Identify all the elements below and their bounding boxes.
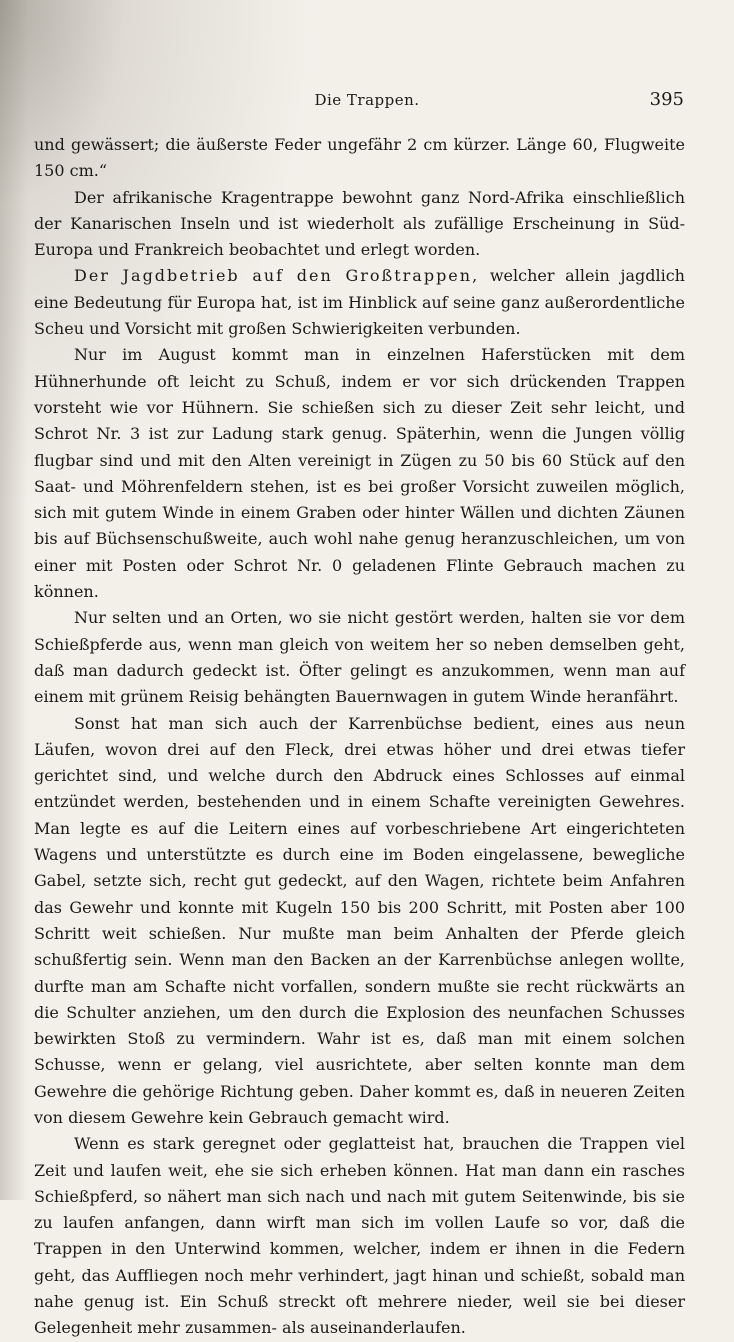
paragraph-august xyxy=(34,342,685,605)
paragraph-regen xyxy=(34,1131,685,1341)
running-header xyxy=(0,91,734,115)
paragraph-jagdbetrieb xyxy=(34,263,685,342)
running-title: Die Trappen. xyxy=(314,91,420,109)
paragraph-continuation xyxy=(34,132,685,185)
paragraph-text: Nur im August kommt man in einzelnen Haferstücken mit dem Hühnerhunde oft leicht zu Schuß, indem er vor sich drückenden Trappen vorsteht wie vor Hühnern. Sie schießen sich zu dieser Zeit sehr leicht, und Schrot Nr. 3 ist zur Ladung stark genug. Späterhin, wenn die Jungen völlig flugbar sind und mit den Alten vereinigt in Zügen zu 50 bis 60 Stück auf den Saat- und Möhrenfeldern stehen, ist es bei großer Vorsicht zuweilen möglich, sich mit gutem Winde in einem Graben oder hinter Wällen und dichten Zäunen bis auf Büchsenschußweite, auch wohl nahe genug heranzuschleichen, um von einer mit Posten oder Schrot Nr. 0 geladenen Flinte Gebrauch machen zu können. xyxy=(34,345,685,602)
paragraph-text: welcher allein jagdlich eine Bedeutung für Europa hat, ist im Hinblick auf seine ganz außerordentliche Scheu und Vorsicht mit großen Schwierigkeiten verbunden. xyxy=(34,266,685,339)
page-number: 395 xyxy=(649,89,684,110)
paragraph-text: und gewässert; die äußerste Feder ungefähr 2 cm kürzer. Länge 60, Flugweite 150 cm.“ xyxy=(34,135,685,181)
paragraph-kragentrappe xyxy=(34,185,685,264)
body-text xyxy=(34,132,685,1342)
paragraph-schiesspferd xyxy=(34,605,685,710)
paragraph-text: Wenn es stark geregnet oder geglatteist hat, brauchen die Trappen viel Zeit und laufen weit, ehe sie sich erheben können. Hat man dann ein rasches Schießpferd, so nähert man sich nach und nach mit gutem Seitenwinde, bis sie zu laufen anfangen, dann wirft man sich im vollen Laufe so vor, daß die Trappen in den Unterwind kommen, welcher, indem er ihnen in die Federn geht, das Auffliegen noch mehr verhindert, jagt hinan und schießt, sobald man nahe genug ist. Ein Schuß streckt oft mehrere nieder, weil sie bei dieser Gelegenheit mehr zusammen- als auseinanderlaufen. xyxy=(34,1134,685,1338)
paragraph-text: Sonst hat man sich auch der Karrenbüchse bedient, eines aus neun Läufen, wovon drei auf den Fleck, drei etwas höher und drei etwas tiefer gerichtet sind, und welche durch den Abdruck eines Schlosses auf einmal entzündet werden, bestehenden und in einem Schafte vereinigten Gewehres. Man legte es auf die Leitern eines auf vorbeschriebene Art eingerichteten Wagens und unterstützte es durch eine im Boden eingelassene, bewegliche Gabel, setzte sich, recht gut gedeckt, auf den Wagen, richtete beim Anfahren das Gewehr und konnte mit Kugeln 150 bis 200 Schritt, mit Posten aber 100 Schritt weit schießen. Nur mußte man beim Anhalten der Pferde gleich schußfertig sein. Wenn man den Backen an der Karrenbüchse anlegen wollte, durfte man am Schafte nicht vorfallen, sondern mußte sie recht rückwärts an die Schulter anziehen, um den durch die Explosion des neunfachen Schusses bewirkten Stoß zu vermindern. Wahr ist es, daß man mit einem solchen Schusse, wenn er gelang, viel ausrichtete, aber selten konnte man dem Gewehre die gehörige Richtung geben. Daher kommt es, daß in neueren Zeiten von diesem Gewehre kein Gebrauch gemacht wird. xyxy=(34,713,685,1127)
paragraph-karrenbuechse xyxy=(34,711,685,1132)
paragraph-text: Nur selten und an Orten, wo sie nicht gestört werden, halten sie vor dem Schießpferde aus, wenn man gleich von weitem her so neben demselben geht, daß man dadurch gedeckt ist. Öfter gelingt es anzukommen, wenn man auf einem mit grünem Reisig behängten Bauernwagen in gutem Winde heranfährt. xyxy=(34,608,685,707)
paragraph-lead-spaced: Der Jagdbetrieb auf den Großtrappen, xyxy=(74,266,480,286)
paragraph-text: Der afrikanische Kragentrappe bewohnt ganz Nord-Afrika einschließlich der Kanarischen Inseln und ist wiederholt als zufällige Erscheinung in Süd-Europa und Frankreich beobachtet und erlegt worden. xyxy=(34,187,685,260)
